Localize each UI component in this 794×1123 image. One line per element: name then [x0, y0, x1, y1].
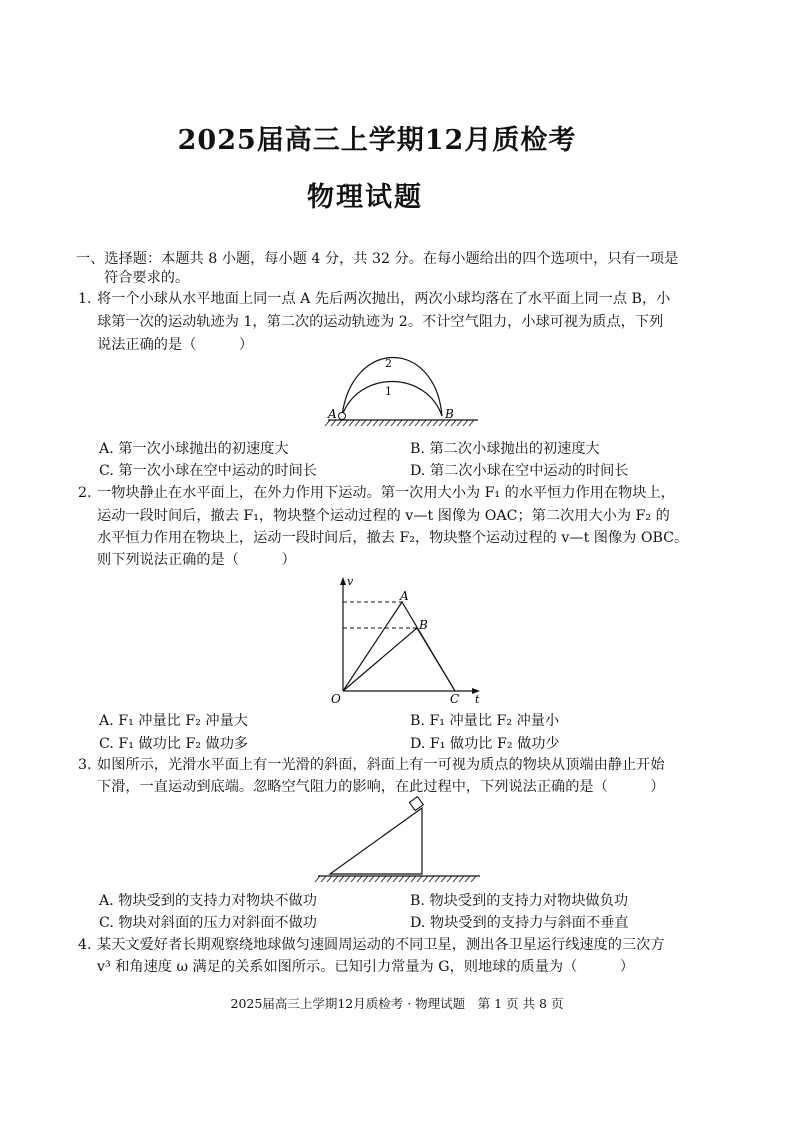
question-number: 1. — [78, 291, 92, 307]
question-number: 2. — [78, 485, 92, 501]
exam-title: 2025届高三上学期12月质检考 — [177, 125, 577, 156]
path-oac — [343, 602, 455, 691]
point-o-label: O — [331, 692, 341, 706]
option-c: C. F₁ 做功比 F₂ 做功多 — [99, 736, 249, 752]
option-a: A. F₁ 冲量比 F₂ 冲量大 — [99, 713, 248, 729]
question-text-line: 运动一段时间后，撤去 F₁，物块整个运动过程的 v—t 图像为 OAC；第二次用大小为 F₂ 的 — [97, 508, 670, 524]
question-number: 4. — [78, 937, 92, 953]
question-text-line: 一物块静止在水平面上，在外力作用下运动。第一次用大小为 F₁ 的水平恒力作用在物块上， — [97, 485, 675, 501]
trajectory-1-curve — [342, 382, 442, 417]
question-text-line: 球第一次的运动轨迹为 1，第二次的运动轨迹为 2。不计空气阻力，小球可视为质点，下列 — [97, 314, 664, 330]
question-text-line: v³ 和角速度 ω 满足的关系如图所示。已知引力常量为 G，则地球的质量为（ ） — [97, 959, 635, 975]
page-footer: 2025届高三上学期12月质检考 · 物理试题 第 1 页 共 8 页 — [230, 996, 564, 1011]
projectile-trajectory-figure — [300, 348, 490, 430]
option-d: D. 第二次小球在空中运动的时间长 — [410, 463, 629, 479]
option-b: B. F₁ 冲量比 F₂ 冲量小 — [410, 713, 560, 729]
path-obc — [343, 628, 455, 691]
option-b: B. 第二次小球抛出的初速度大 — [410, 441, 600, 457]
ball-at-a — [339, 413, 346, 420]
option-d: D. 物块受到的支持力与斜面不垂直 — [410, 915, 629, 931]
point-b-label: B — [419, 618, 428, 632]
curve-1-label: 1 — [385, 385, 392, 398]
question-text-line: 如图所示，光滑水平面上有一光滑的斜面，斜面上有一可视为质点的物块从顶端由静止开始 — [97, 757, 665, 773]
incline-triangle — [330, 808, 422, 874]
v-axis-arrow — [340, 577, 346, 585]
point-c-label: C — [450, 692, 460, 706]
curve-2-label: 2 — [385, 357, 392, 370]
option-a: A. 物块受到的支持力对物块不做功 — [99, 893, 317, 909]
point-a-label: A — [400, 589, 409, 603]
option-a: A. 第一次小球抛出的初速度大 — [99, 441, 289, 457]
incline-figure — [310, 796, 490, 886]
question-text-line: 说法正确的是（ ） — [97, 337, 254, 353]
section-heading-line1: 一、选择题：本题共 8 小题，每小题 4 分，共 32 分。在每小题给出的四个选项中，只有一项是 — [76, 251, 679, 267]
option-c: C. 第一次小球在空中运动的时间长 — [99, 463, 317, 479]
question-text-line: 水平恒力作用在物块上，运动一段时间后，撤去 F₂，物块整个运动过程的 v—t 图像为 OBC。 — [97, 530, 689, 546]
option-d: D. F₁ 做功比 F₂ 做功少 — [410, 736, 560, 752]
section-heading-line2: 符合要求的。 — [104, 270, 190, 286]
question-text-line: 将一个小球从水平地面上同一点 A 先后两次抛出，两次小球均落在了水平面上同一点 B，小 — [97, 291, 671, 307]
ground-hatching — [315, 876, 476, 882]
t-axis-label: t — [475, 693, 480, 706]
trajectory-2-curve — [342, 358, 442, 417]
exam-subtitle: 物理试题 — [307, 182, 423, 213]
question-text-line: 下滑，一直运动到底端。忽略空气阻力的影响，在此过程中，下列说法正确的是（ ） — [97, 779, 665, 795]
option-b: B. 物块受到的支持力对物块做负功 — [410, 893, 629, 909]
velocity-time-graph — [325, 573, 490, 708]
question-number: 3. — [78, 757, 92, 773]
point-a-label: A — [328, 407, 337, 421]
option-c: C. 物块对斜面的压力对斜面不做功 — [99, 915, 317, 931]
question-text-line: 则下列说法正确的是（ ） — [97, 552, 296, 568]
v-axis-label: v — [347, 575, 354, 588]
question-text-line: 某天文爱好者长期观察绕地球做匀速圆周运动的不同卫星，测出各卫星运行线速度的三次方 — [97, 937, 665, 953]
point-b-label: B — [445, 407, 454, 421]
